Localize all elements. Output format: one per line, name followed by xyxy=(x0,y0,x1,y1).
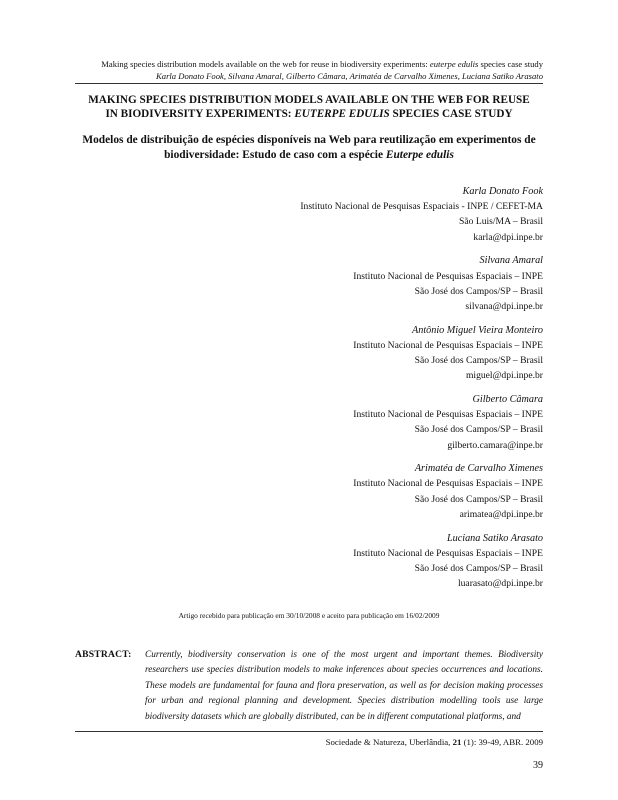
author-name: Antônio Miguel Vieira Monteiro xyxy=(412,324,543,336)
header-rule xyxy=(75,83,543,84)
author-email: karla@dpi.inpe.br xyxy=(473,231,543,243)
running-header xyxy=(40,58,543,82)
author-email: arimatea@dpi.inpe.br xyxy=(459,508,543,520)
author-email: silvana@dpi.inpe.br xyxy=(465,300,543,312)
author-block xyxy=(200,184,543,245)
paper-title-portuguese: Modelos de distribuição de espécies disponíveis na Web para reutilização em experimentos de biodiversidade: Estudo de caso com a espécie Euterpe edulis xyxy=(82,134,536,161)
page-number: 39 xyxy=(533,760,543,771)
author-name: Gilberto Câmara xyxy=(472,393,543,405)
paper-title-english: MAKING SPECIES DISTRIBUTION MODELS AVAILABLE ON THE WEB FOR REUSE IN BIODIVERSITY EXPERIMENTS: EUTERPE EDULIS SPECIES CASE STUDY xyxy=(88,94,530,120)
author-email: miguel@dpi.inpe.br xyxy=(465,370,543,382)
running-header-title: Making species distribution models available on the web for reuse in biodiversity experiments: euterpe edulis species case study xyxy=(101,59,543,69)
author-affiliation-line: Instituto Nacional de Pesquisas Espaciais – INPE xyxy=(353,339,543,351)
author-name: Karla Donato Fook xyxy=(462,186,543,197)
author-block xyxy=(200,253,543,314)
author-block xyxy=(200,323,543,384)
abstract-text: Currently, biodiversity conservation is one of the most urgent and important themes. Biodiversity researchers use species distribution models to make inferences about species occurrences and locations. These models are fundamental for fauna and flora preservation, as well as for decision making processes for urban and regional planning and development. Species distribution modelling tools use large biodiversity datasets which are globally distributed, can be in different computational platforms, and xyxy=(145,650,543,722)
author-list xyxy=(200,184,543,600)
author-affiliation-line: São José dos Campos/SP – Brasil xyxy=(414,285,543,297)
author-affiliation-line: São José dos Campos/SP – Brasil xyxy=(414,355,543,367)
received-date-note: Artigo recebido para publicação em 30/10/2008 e aceito para publicação em 16/02/2009 xyxy=(178,611,440,620)
footer-rule xyxy=(75,731,543,732)
author-affiliation-line: Instituto Nacional de Pesquisas Espaciais – INPE xyxy=(353,409,543,421)
author-email: gilberto.camara@inpe.br xyxy=(447,439,543,451)
author-affiliation-line: São José dos Campos/SP – Brasil xyxy=(414,562,543,574)
author-affiliation-line: Instituto Nacional de Pesquisas Espaciais – INPE xyxy=(353,547,543,559)
author-affiliation-line: São José dos Campos/SP – Brasil xyxy=(414,493,543,505)
journal-citation: Sociedade & Natureza, Uberlândia, 21 (1): 39-49, ABR. 2009 xyxy=(325,737,543,747)
abstract-label: ABSTRACT: xyxy=(75,649,132,660)
author-block xyxy=(200,531,543,592)
author-affiliation-line: Instituto Nacional de Pesquisas Espaciais – INPE xyxy=(353,478,543,490)
author-name: Silvana Amaral xyxy=(479,255,543,267)
author-name: Arimatéa de Carvalho Ximenes xyxy=(414,463,543,475)
author-block xyxy=(200,392,543,453)
author-affiliation-line: Instituto Nacional de Pesquisas Espaciais - INPE / CEFET-MA xyxy=(300,201,543,213)
author-email: luarasato@dpi.inpe.br xyxy=(457,578,543,590)
author-affiliation-line: São José dos Campos/SP – Brasil xyxy=(414,424,543,436)
running-header-authors: Karla Donato Fook, Silvana Amaral, Gilberto Câmara, Arimatéa de Carvalho Ximenes, Luciana Satiko Arasato xyxy=(156,71,543,81)
author-affiliation-line: Instituto Nacional de Pesquisas Espaciais – INPE xyxy=(353,270,543,282)
author-affiliation-line: São Luis/MA – Brasil xyxy=(459,216,543,228)
author-name: Luciana Satiko Arasato xyxy=(446,532,543,544)
author-block xyxy=(200,461,543,522)
